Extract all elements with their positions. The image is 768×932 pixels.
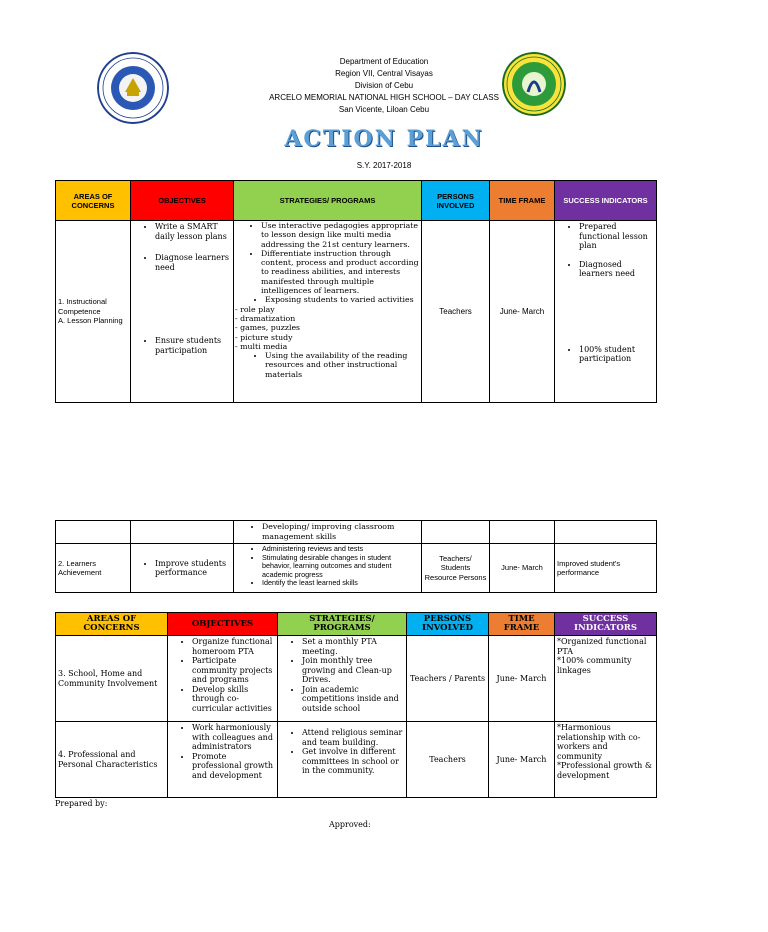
row1-time: June- March: [490, 221, 555, 403]
row3-persons: Teachers / Parents: [407, 636, 489, 722]
row2-obj: • Improve students performance: [155, 559, 231, 578]
action-plan-table-1: [55, 180, 657, 403]
row3-success: *Organized functional PTA *100% community linkages: [555, 636, 657, 722]
school-header: [0, 56, 768, 116]
row1b-time-empty: [490, 521, 555, 544]
row2-strat3: • Identify the least learned skills: [262, 579, 419, 588]
row4-strat2: • Get involve in different committees in school or in the community.: [302, 747, 404, 776]
row1-success: [555, 221, 657, 403]
action-plan-table-3: [55, 612, 657, 798]
row2-success: Improved student's performance: [555, 544, 657, 593]
col-objectives: OBJECTIVES: [131, 181, 234, 221]
row1-succ2: • Diagnosed learners need: [579, 260, 654, 279]
row4-objectives: [168, 722, 278, 798]
row3-obj3: • Develop skills through co-curricular activities: [192, 685, 275, 714]
row2-area: 2. Learners Achievement: [56, 544, 131, 593]
row1b-area-empty: [56, 521, 131, 544]
row4-success: *Harmonious relationship with co-workers and community *Professional growth & development: [555, 722, 657, 798]
row3-strat3: • Join academic competitions inside and outside school: [302, 685, 404, 714]
row3-obj1: • Organize functional homeroom PTA: [192, 637, 275, 656]
header-address: San Vicente, Liloan Cebu: [338, 105, 430, 114]
col-strategies: STRATEGIES/ PROGRAMS: [234, 181, 422, 221]
row3-obj2: • Participate community projects and programs: [192, 656, 275, 685]
row2-objectives: [131, 544, 234, 593]
row3-area: 3. School, Home and Community Involvement: [56, 636, 168, 722]
row4-strategies: [278, 722, 407, 798]
t3-col-strategies: STRATEGIES/ PROGRAMS: [278, 613, 407, 636]
header-department: Department of Education: [339, 57, 429, 66]
t3-col-time: TIME FRAME: [489, 613, 555, 636]
row1-obj2: • Diagnose learners need: [155, 253, 231, 272]
row1b-obj-empty: [131, 521, 234, 544]
header-division: Division of Cebu: [354, 81, 414, 90]
row1-persons: Teachers: [422, 221, 490, 403]
page-title: ACTION PLAN: [284, 126, 484, 152]
school-year: S.Y. 2017-2018: [356, 161, 412, 170]
row1-objectives: [131, 221, 234, 403]
row3-objectives: [168, 636, 278, 722]
row1-strat2: • Differentiate instruction through content, process and product according to readiness abilities, and interests manifested through multiple intelligences of learners.: [261, 249, 421, 295]
row2-strat2: • Stimulating desirable changes in student behavior, learning outcomes and student academic progress: [262, 554, 419, 580]
col-success: SUCCESS INDICATORS: [555, 181, 657, 221]
row1b-success-empty: [555, 521, 657, 544]
row4-obj2: • Promote professional growth and development: [192, 752, 275, 781]
row1b-strategies: [234, 521, 422, 544]
row3-strat2: • Join monthly tree growing and Clean-up Drives.: [302, 656, 404, 685]
row4-strat1: • Attend religious seminar and team building.: [302, 728, 404, 747]
action-plan-table-2: [55, 520, 657, 593]
approved-label: Approved:: [329, 820, 371, 829]
t3-col-objectives: OBJECTIVES: [168, 613, 278, 636]
row1-succ1: • Prepared functional lesson plan: [579, 222, 654, 251]
row1b-persons-empty: [422, 521, 490, 544]
header-school: ARCELO MEMORIAL NATIONAL HIGH SCHOOL – DAY CLASS: [269, 93, 499, 102]
row1-obj3: • Ensure students participation: [155, 336, 231, 355]
col-time: TIME FRAME: [490, 181, 555, 221]
row1b-strat: • Developing/ improving classroom management skills: [262, 522, 419, 541]
row3-strategies: [278, 636, 407, 722]
row4-persons: Teachers: [407, 722, 489, 798]
row4-obj1: • Work harmoniously with colleagues and administrators: [192, 723, 275, 752]
row2-strat1: • Administering reviews and tests: [262, 545, 419, 554]
row1-succ3: • 100% student participation: [579, 345, 654, 364]
row4-time: June- March: [489, 722, 555, 798]
t3-col-areas: AREAS OF CONCERNS: [56, 613, 168, 636]
col-persons: PERSONS INVOLVED: [422, 181, 490, 221]
row2-strategies: [234, 544, 422, 593]
row3-time: June- March: [489, 636, 555, 722]
row1-area: 1. Instructional Competence A. Lesson Planning: [56, 221, 131, 403]
row1-strat4: • Using the availability of the reading resources and other instructional materials: [265, 351, 421, 379]
row1-strat-list: - role play - dramatization - games, puzzles - picture study - multi media: [235, 304, 301, 351]
header-region: Region VII, Central Visayas: [335, 69, 433, 78]
t3-col-success: SUCCESS INDICATORS: [555, 613, 657, 636]
row1-obj1: • Write a SMART daily lesson plans: [155, 222, 231, 241]
col-areas: AREAS OF CONCERNS: [56, 181, 131, 221]
t3-col-persons: PERSONS INVOLVED: [407, 613, 489, 636]
prepared-by-label: Prepared by:: [55, 799, 108, 808]
row1-strat3: • Exposing students to varied activities: [265, 295, 421, 304]
row1-strat1: • Use interactive pedagogies appropriate to lesson design like multi media addressing the 21st century learners.: [261, 221, 421, 249]
row2-persons: Teachers/ Students Resource Persons: [422, 544, 490, 593]
row1-strategies: [234, 221, 422, 403]
row2-time: June- March: [490, 544, 555, 593]
row4-area: 4. Professional and Personal Characteristics: [56, 722, 168, 798]
row3-strat1: • Set a monthly PTA meeting.: [302, 637, 404, 656]
